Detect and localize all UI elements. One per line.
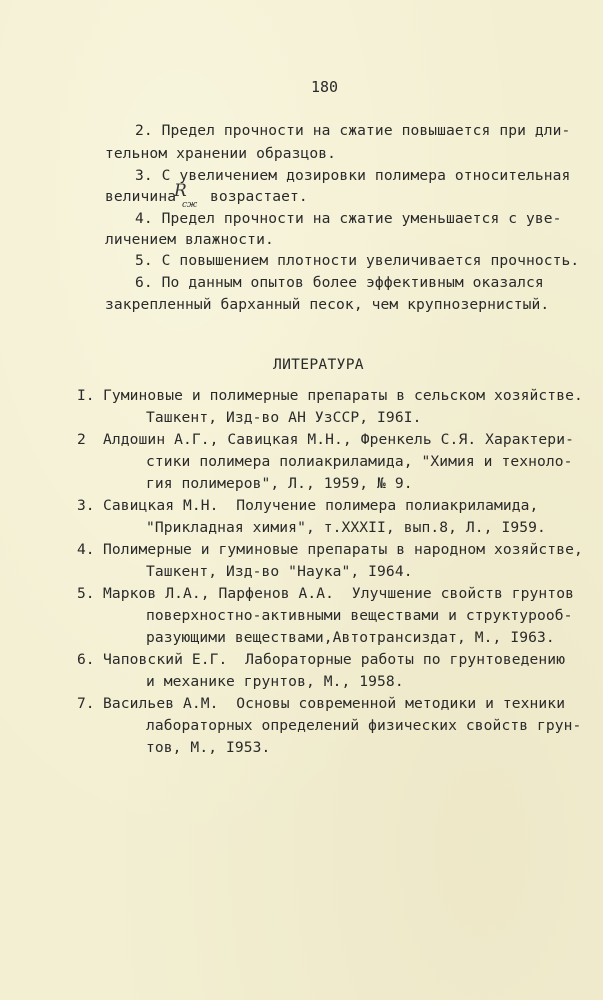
reference-4-line-2: Ташкент, Изд-во "Наука", I964. <box>146 563 413 580</box>
reference-1-line-1: Гуминовые и полимерные препараты в сельском хозяйстве. <box>103 387 583 404</box>
reference-6-number: 6. <box>77 651 95 668</box>
formula-subscript: сж <box>182 200 198 210</box>
reference-2-line-3: гия полимеров", Л., 1959, № 9. <box>146 475 413 492</box>
reference-5-number: 5. <box>77 585 95 602</box>
page-number: 180 <box>311 78 339 96</box>
reference-4-number: 4. <box>77 541 95 558</box>
conclusion-3-line-2a: величина <box>105 188 177 205</box>
reference-3-number: 3. <box>77 497 95 514</box>
reference-2-line-1: Алдошин А.Г., Савицкая М.Н., Френкель С.Я. Характери- <box>103 431 574 448</box>
reference-4-line-1: Полимерные и гуминовые препараты в народном хозяйстве, <box>103 541 583 558</box>
reference-5-line-2: поверхностно-активными веществами и структурооб- <box>146 607 573 624</box>
reference-6-line-2: и механике грунтов, М., 1958. <box>146 673 404 690</box>
reference-7-line-3: тов, М., I953. <box>146 739 271 756</box>
reference-6-line-1: Чаповский Е.Г. Лабораторные работы по грунтоведению <box>103 651 566 668</box>
conclusion-2-line-1: 2. Предел прочности на сжатие повышается при дли- <box>135 122 571 139</box>
conclusion-2-line-2: тельном хранении образцов. <box>105 145 337 162</box>
formula-symbol: R <box>174 181 187 201</box>
reference-1-number: I. <box>77 387 95 404</box>
conclusion-4-line-2: личением влажности. <box>105 231 274 248</box>
references-heading: ЛИТЕРАТУРА <box>273 356 364 373</box>
reference-5-line-3: разующими веществами,Автотрансиздат, М., I963. <box>146 629 555 646</box>
reference-1-line-2: Ташкент, Изд-во АН УзССР, I96I. <box>146 409 422 426</box>
conclusion-5-line-1: 5. С повышением плотности увеличивается прочность. <box>135 252 580 269</box>
conclusion-4-line-1: 4. Предел прочности на сжатие уменьшается с уве- <box>135 210 562 227</box>
reference-7-line-2: лабораторных определений физических свойств грун- <box>146 717 582 734</box>
reference-7-line-1: Васильев А.М. Основы современной методики и техники <box>103 695 566 712</box>
conclusion-3-line-1: 3. С увеличением дозировки полимера относительная <box>135 167 571 184</box>
reference-3-line-1: Савицкая М.Н. Получение полимера полиакриламида, <box>103 497 539 514</box>
reference-2-number: 2 <box>77 431 86 448</box>
reference-7-number: 7. <box>77 695 95 712</box>
reference-5-line-1: Марков Л.А., Парфенов А.А. Улучшение свойств грунтов <box>103 585 574 602</box>
reference-2-line-2: стики полимера полиакриламида, "Химия и техноло- <box>146 453 573 470</box>
conclusion-6-line-1: 6. По данным опытов более эффективным оказался <box>135 274 544 291</box>
conclusion-6-line-2: закрепленный барханный песок, чем крупнозернистый. <box>105 296 550 313</box>
reference-3-line-2: "Прикладная химия", т.XXXII, вып.8, Л., I959. <box>146 519 546 536</box>
conclusion-3-line-2b: возрастает. <box>210 188 308 205</box>
